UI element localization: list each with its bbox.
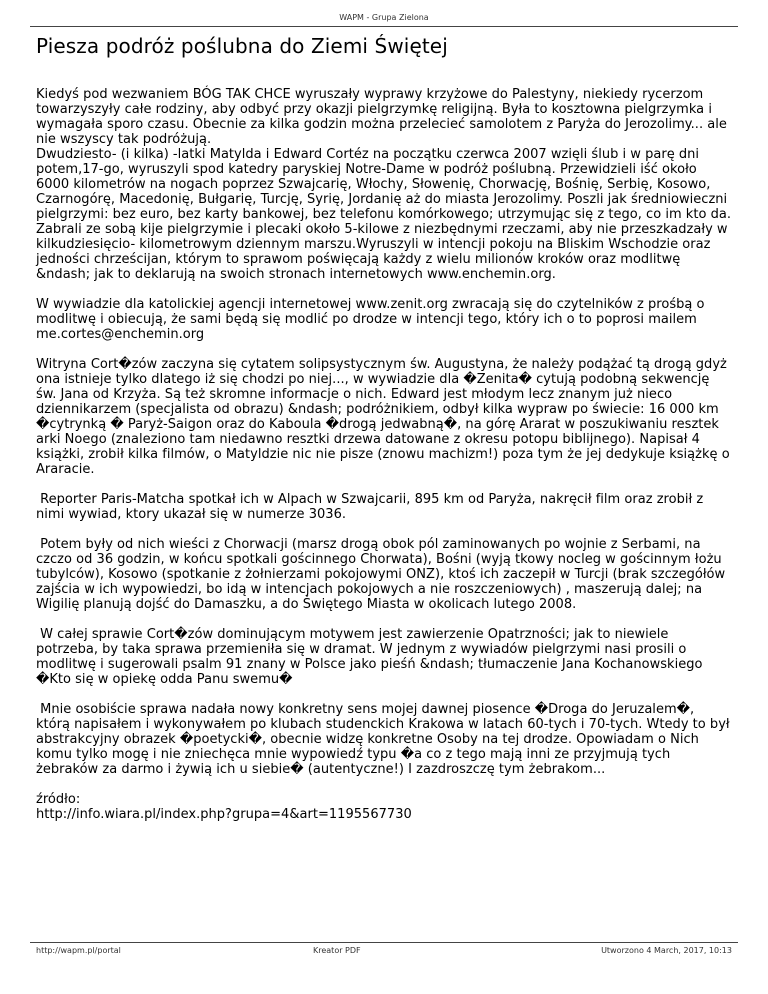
footer-created-date: Utworzono 4 March, 2017, 10:13 [601,946,732,955]
paragraph-website: Witryna Cort�zów zaczyna się cytatem solipsystycznym św. Augustyna, że należy podążać tą drogą gdyż ona istnieje tylko dlatego iż się chodzi po niej..., w wywiadzie dla �Zenita� cytują podobną sekwencję św. Jana od Krzyża. Są też skromne informacje o nich. Edward jest młodym lecz znanym już nieco dziennikarzem (specjalista od obrazu) &ndash; podróżnikiem, odbył kilka wypraw po świecie: 16 000 km �cytrynką � Paryż-Saigon oraz do Kaboula �drogą jedwabną�, na górę Ararat w poszukiwaniu resztek arki Noego (znaleziono tam niedawno resztki drzewa datowane z okresu potopu biblijnego). Napisał 4 książki, zrobił kilka filmów, o Matyldzie nic nie pisze (znowu machizm!) poza tym że jej dedykuje książkę o Araracie. [36,357,730,477]
article-title: Piesza podróż poślubna do Ziemi Świętej [36,34,448,58]
paragraph-intro: Kiedyś pod wezwaniem BÓG TAK CHCE wyruszały wyprawy krzyżowe do Palestyny, niekiedy rycerzom towarzyszyły całe rodziny, aby odbyć przy okazji pielgrzymkę religijną. Była to kosztowna pielgrzymka i wymagała sporo czasu. Obecnie za kilka godzin można przelecieć samolotem z Paryża do Jerozolimy... ale nie wszyscy tak podróżują. Dwudziesto- (i kilka) -latki Matylda i Edward Cortéz na początku czerwca 2007 wzięli ślub i w parę dni potem,17-go, wyruszyli spod katedry paryskiej Notre-Dame w podróż poślubną. Przewidzieli iść około 6000 kilometrów na nogach poprzez Szwajcarię, Włochy, Słowenię, Chorwację, Bośnię, Serbię, Kosowo, Czarnogórę, Macedonię, Bułgarię, Turcję, Syrię, Jordanię aż do miasta Jerozolimy. Poszli jak średniowieczni pielgrzymi: bez euro, bez karty bankowej, bez telefonu komórkowego; utrzymując się z tego, co im kto da. Zabrali ze sobą kije pielgrzymie i plecaki około 5-kilowe z niezbędnymi rzeczami, aby nie przeszkadzały w kilkudziesięcio- kilometrowym dziennym marszu.Wyruszyli w intencji pokoju na Bliskim Wschodzie oraz jedności chrześcijan, którym to sprawom poświęcają każdy z wielu milionów kroków oraz modlitwę &ndash; jak to deklarują na swoich stronach internetowych www.enchemin.org. [36,87,731,282]
paragraph-providence: W całej sprawie Cort�zów dominującym motywem jest zawierzenie Opatrzności; jak to niewiele potrzeba, by taka sprawa przemieniła się w dramat. W jednym z wywiadów pielgrzymi nasi prosili o modlitwę i sugerowali psalm 91 znany w Polsce jako pieśń &ndash; tłumaczenie Jana Kochanowskiego �Kto się w opiekę odda Panu swemu� [36,627,707,687]
paragraph-croatia: Potem były od nich wieści z Chorwacji (marsz drogą obok pól zaminowanych po wojnie z Serbami, na czczo od 36 godzin, w końcu spotkali gościnnego Chorwata), Bośni (wyją tkowy nocleg w gościnnym łożu tubylców), Kosowo (spotkanie z żołnierzami pokojowymi ONZ), ktoś ich zaczepił w Turcji (brak szczegółów zajścia w ich wypowiedzi, bo idą w intencjach pokojowych a nie roszczeniowych) , maszerują dalej; na Wigilię planują dojść do Damaszku, a do Świętego Miasta w okolicach lutego 2008. [36,537,730,612]
paragraph-source: źródło: http://info.wiara.pl/index.php?grupa=4&art=1195567730 [36,792,412,822]
header-divider [30,26,738,27]
paragraph-song: Mnie osobiście sprawa nadała nowy konkretny sens mojej dawnej piosence �Droga do Jeruzalem�, którą napisałem i wykonywałem po klubach studenckich Krakowa w latach 60-tych i 70-tych. Wtedy to był abstrakcyjny obrazek �poetycki�, obecnie widzę konkretne Osoby na tej drodze. Opowiadam o Nich komu tylko mogę i nie zniechęca mnie wypowiedź typu �a co z tego mają inni ze przyjmują tych żebraków za darmo i żywią ich u siebie� (autentyczne!) I zazdroszczę tym żebrakom... [36,702,734,777]
footer-generator: Kreator PDF [313,946,361,955]
paragraph-reporter: Reporter Paris-Matcha spotkał ich w Alpach w Szwajcarii, 895 km od Paryża, nakręcił film oraz zrobił z nimi wywiad, ktory ukazał się w numerze 3036. [36,492,708,522]
footer-divider [30,942,738,943]
article-body [36,87,732,822]
footer-url[interactable]: http://wapm.pl/portal [36,946,121,955]
paragraph-zenit: W wywiadzie dla katolickiej agencji internetowej www.zenit.org zwracają się do czytelników z prośbą o modlitwę i obiecują, że sami będą się modlić po drodze w intencji tego, który ich o to poprosi mailem me.cortes@enchemin.org [36,297,705,342]
page-header: WAPM - Grupa Zielona [339,13,429,22]
